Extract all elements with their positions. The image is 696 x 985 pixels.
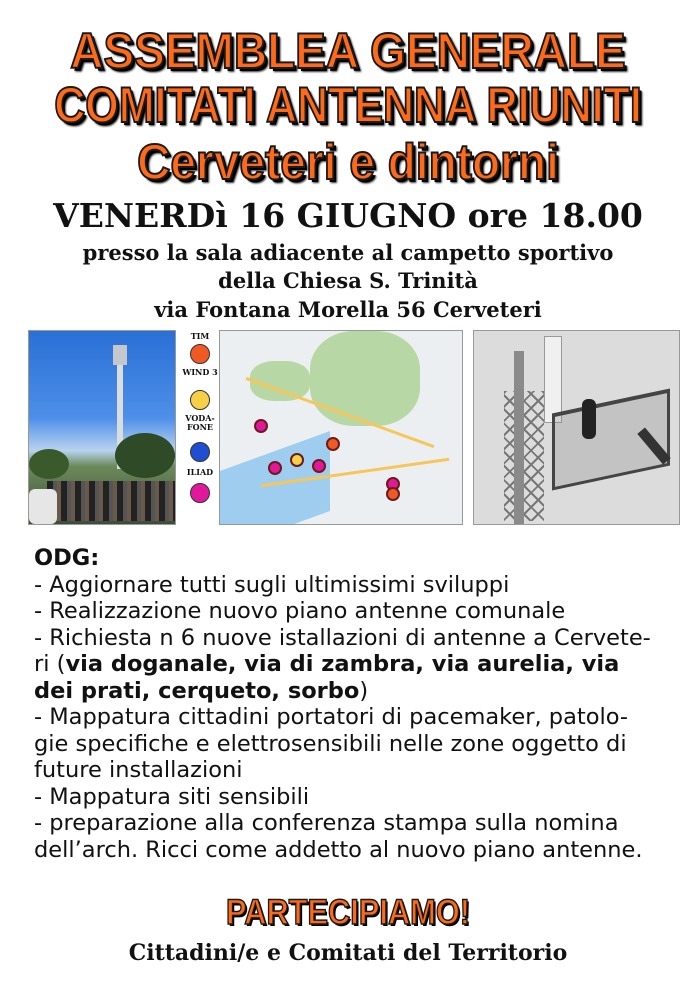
crowd-photo bbox=[28, 330, 176, 525]
title-line-3: Cerveteri e dintorni bbox=[137, 134, 559, 190]
agenda-item: - Mappatura cittadini portatori di pacemaker, patolo- bbox=[34, 704, 629, 730]
venue-line-2: della Chiesa S. Trinità bbox=[218, 268, 478, 293]
agenda-item-continued bbox=[34, 651, 674, 678]
antenna-panel bbox=[544, 336, 562, 423]
map-pin bbox=[290, 453, 304, 467]
title-line-1: ASSEMBLEA GENERALE bbox=[70, 23, 626, 79]
map-pin bbox=[254, 419, 268, 433]
legend-dot-iliad bbox=[190, 483, 210, 503]
agenda-item: - Realizzazione nuovo piano antenne comunale bbox=[34, 598, 566, 624]
antenna-installation-photo bbox=[473, 330, 680, 525]
legend-label-vodafone: VODA-FONE bbox=[185, 413, 215, 432]
venue-line-1: presso la sala adiacente al campetto sportivo bbox=[82, 240, 614, 265]
agenda-item-continued: dell’arch. Ricci come addetto al nuovo piano antenne. bbox=[34, 836, 643, 863]
agenda-item: - Aggiornare tutti sugli ultimissimi sviluppi bbox=[34, 571, 510, 598]
map-pin bbox=[326, 437, 340, 451]
tree bbox=[29, 449, 69, 479]
legend-label-wind3: WIND 3 bbox=[182, 367, 218, 377]
agenda-item: - Richiesta n 6 nuove istallazioni di antenne a Cervete- bbox=[34, 624, 651, 651]
antenna-head bbox=[113, 345, 127, 365]
agenda-item-continued: future installazioni bbox=[34, 757, 243, 783]
legend-dot-tim bbox=[190, 344, 210, 364]
agenda-item: - Mappatura siti sensibili bbox=[34, 783, 310, 810]
title-line-2: COMITATI ANTENNA RIUNITI bbox=[54, 77, 642, 133]
agenda-text: ) bbox=[359, 677, 369, 704]
map-green-area bbox=[310, 331, 420, 426]
operator-legend bbox=[182, 330, 218, 523]
antenna-map bbox=[219, 330, 463, 525]
legend-dot-vodafone bbox=[190, 442, 210, 462]
agenda bbox=[34, 545, 674, 863]
palm-tree bbox=[115, 433, 175, 478]
agenda-streets: via doganale, via di zambra, via aurelia, via bbox=[65, 651, 620, 677]
legend-dot-wind3 bbox=[190, 390, 210, 410]
map-pin bbox=[268, 461, 282, 475]
map-pin bbox=[312, 459, 326, 473]
car bbox=[29, 489, 57, 524]
antenna-lattice bbox=[504, 391, 544, 521]
event-date-time: VENERDì 16 GIUGNO ore 18.00 bbox=[53, 196, 643, 235]
antenna-mast bbox=[514, 351, 524, 524]
agenda-item-continued bbox=[34, 678, 674, 705]
legend-label-tim: TIM bbox=[190, 331, 210, 341]
agenda-streets: dei prati, cerqueto, sorbo bbox=[34, 677, 360, 704]
legend-label-iliad: ILIAD bbox=[186, 467, 214, 477]
worker bbox=[582, 399, 596, 439]
crowd bbox=[47, 481, 176, 521]
agenda-item: - preparazione alla conferenza stampa sulla nomina bbox=[34, 810, 619, 836]
agenda-text: ri ( bbox=[34, 651, 66, 677]
signoff: Cittadini/e e Comitati del Territorio bbox=[128, 940, 568, 966]
agenda-heading: ODG: bbox=[34, 545, 100, 571]
venue-line-3: via Fontana Morella 56 Cerveteri bbox=[154, 297, 542, 322]
call-to-action: PARTECIPIAMO! bbox=[225, 893, 471, 932]
agenda-item-continued: gie specifiche e elettrosensibili nelle zone oggetto di bbox=[34, 730, 627, 757]
map-pin bbox=[386, 487, 400, 501]
